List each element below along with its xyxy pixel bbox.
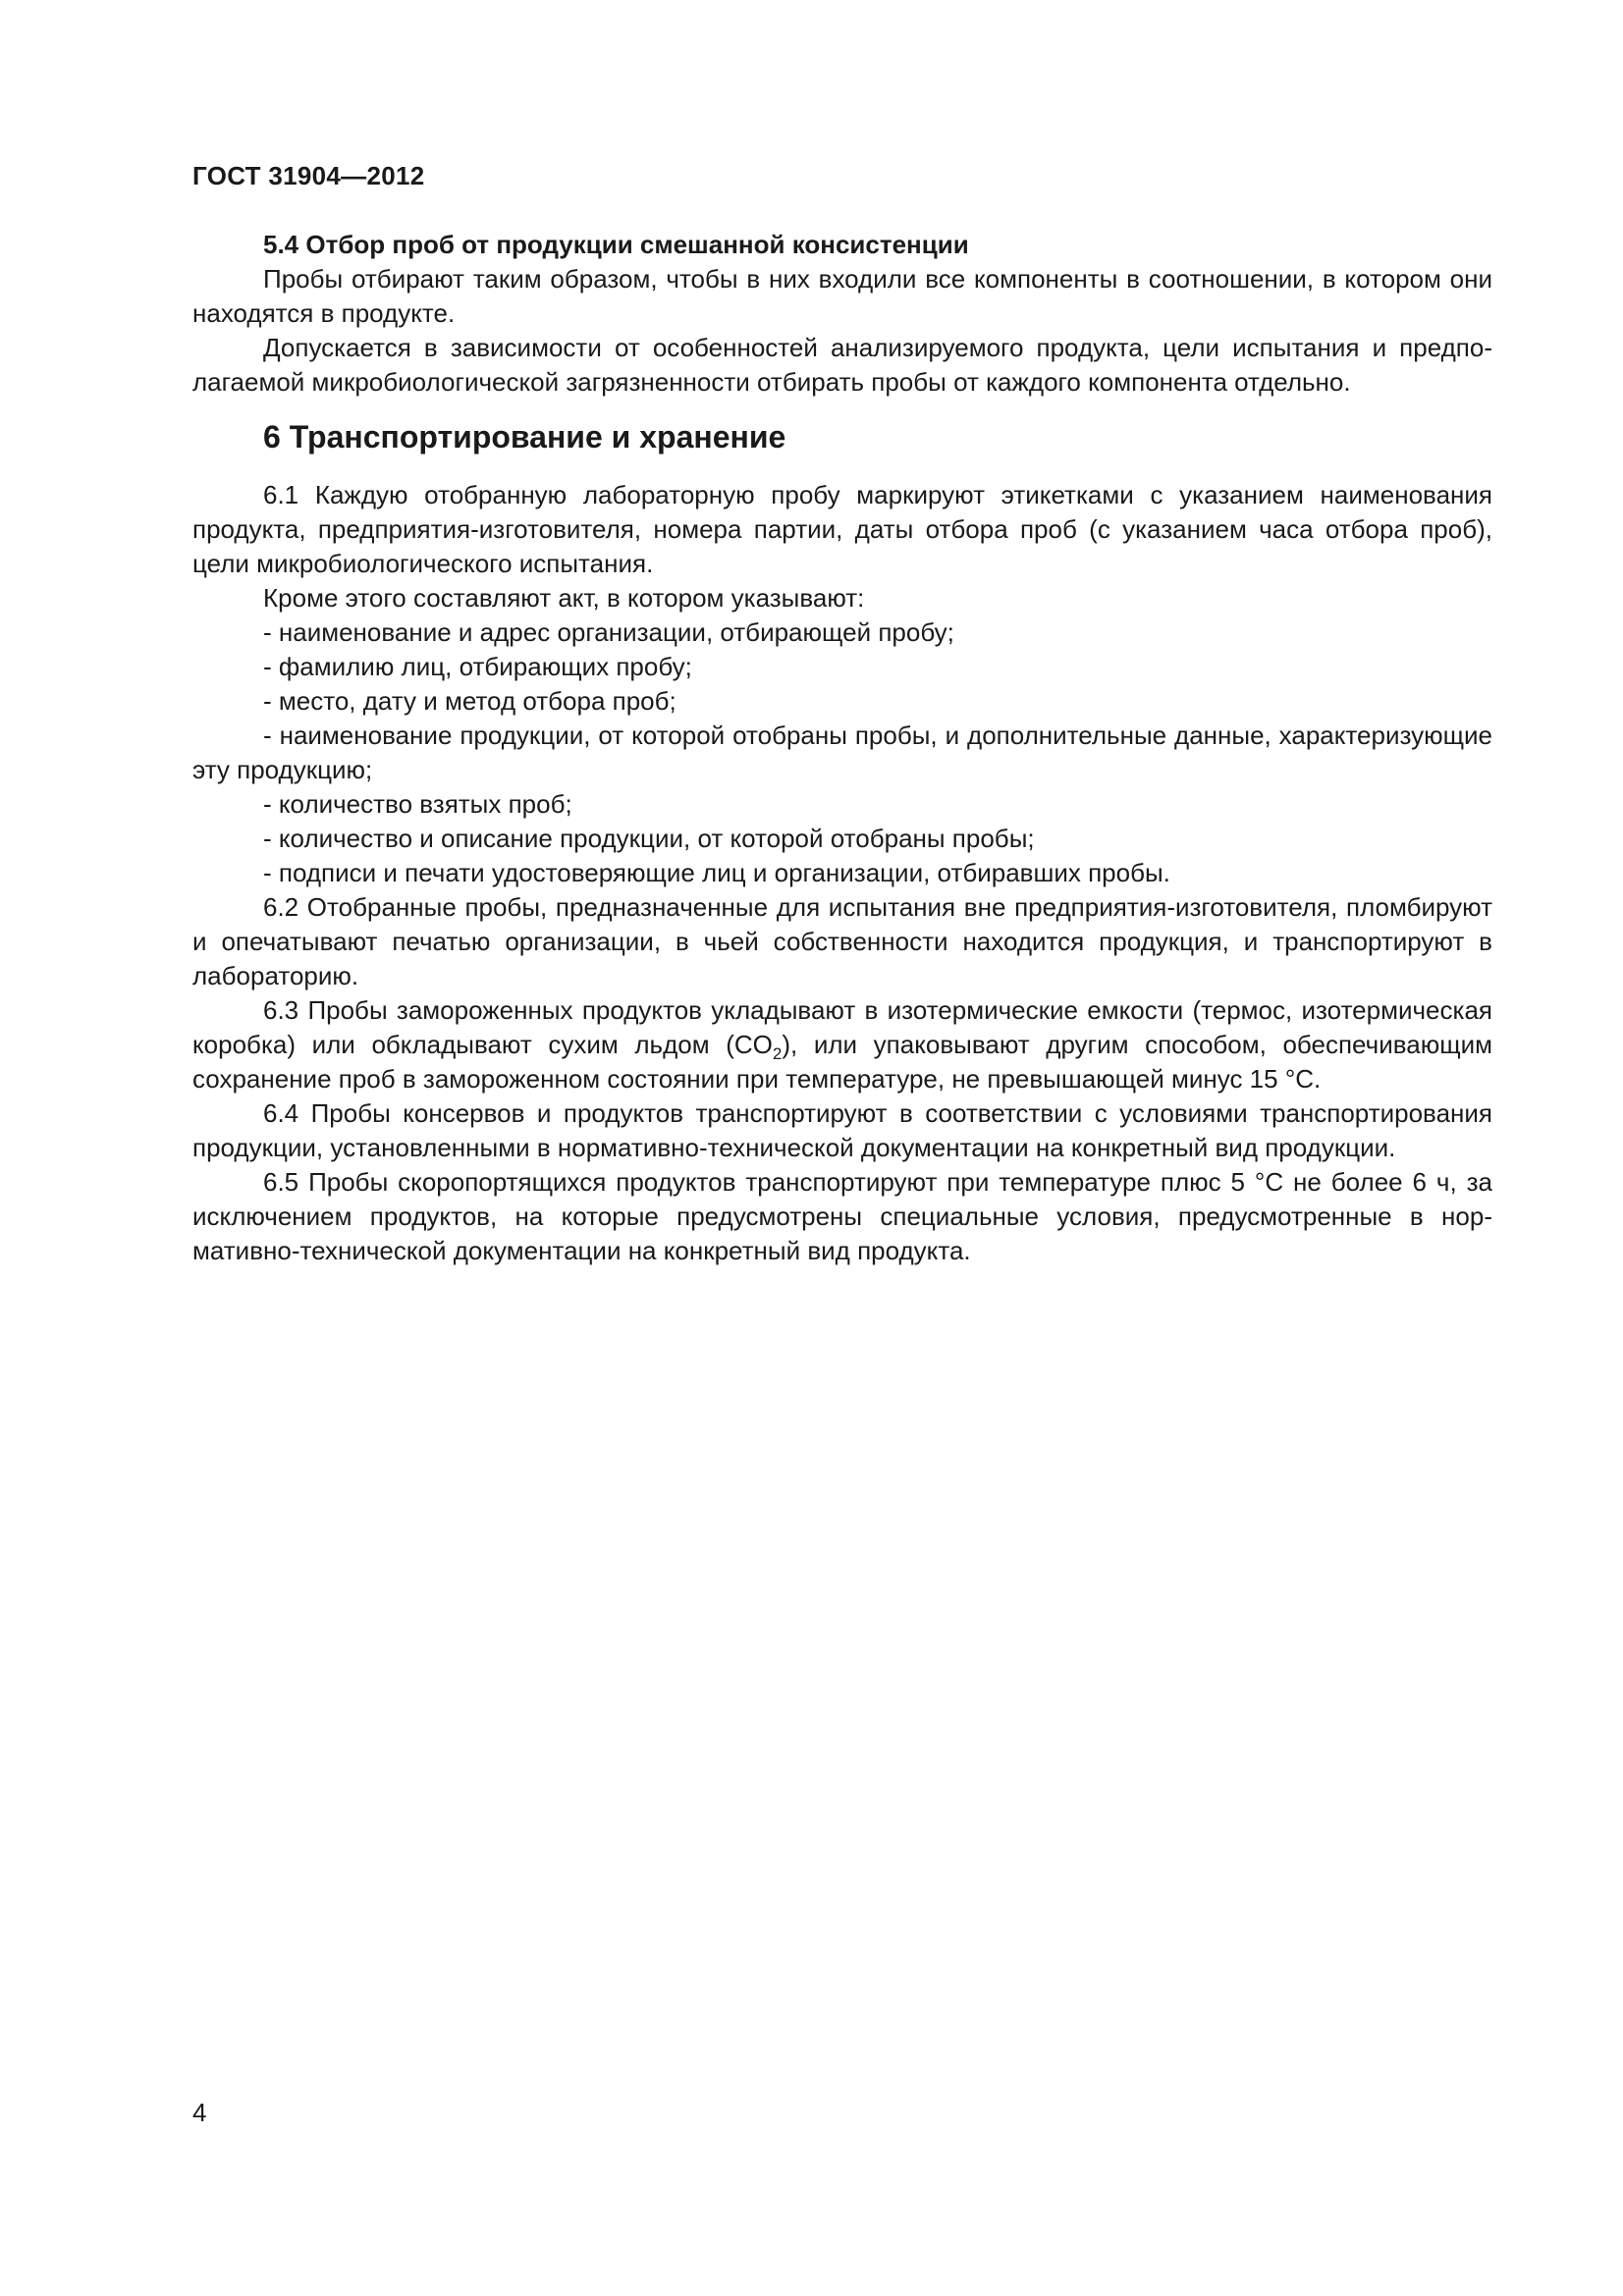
page-number: 4 <box>192 2098 207 2127</box>
list-item: - наименование и адрес организации, отбирающей пробу; <box>263 617 954 647</box>
list-item: - место, дату и метод отбора проб; <box>263 686 676 716</box>
list-item: - фамилию лиц, отбирающих пробу; <box>263 652 692 681</box>
document-code-header: ГОСТ 31904—2012 <box>192 161 425 190</box>
paragraph-6-3-part-a: 6.3 Пробы замороженных продуктов укладывают в изотермические емкости (термос, изотермическая коробка) или обкладывают сухим льдом (CO <box>192 995 1492 1059</box>
paragraph-6-3-part-b: ), или упаковывают другим способом, обеспечивающим сохранение проб в замороженном состоянии при температуре, не превышающей минус 15 °С. <box>192 1030 1492 1094</box>
list-item: - подписи и печати удостоверяющие лиц и организации, отбиравших пробы. <box>263 858 1170 887</box>
paragraph-6-1: 6.1 Каждую отобранную лабораторную пробу маркируют этикетками с указанием наименования продукта, предприятия-изготовителя, номера партии, даты отбора проб (с указанием часа отбора проб), цели микробиологического испытания. <box>192 480 1492 578</box>
paragraph-6-4: 6.4 Пробы консервов и продуктов транспортируют в соответствии с условиями транспортирования продукции, установленными в нормативно-технической документации на конкретный вид продукции. <box>192 1098 1492 1162</box>
paragraph-5-4-2: Допускается в зависимости от особенностей анализируемого продукта, цели испытания и предполагаемой микробиологической загрязненности отбирать пробы от каждого компонента отдельно. <box>192 333 1492 397</box>
co2-subscript: 2 <box>772 1044 783 1064</box>
document-body <box>192 228 1492 1268</box>
paragraph-5-4-1: Пробы отбирают таким образом, чтобы в них входили все компоненты в соотношении, в котором они находятся в продукте. <box>192 264 1492 328</box>
paragraph-6-5: 6.5 Пробы скоропортящихся продуктов транспортируют при температуре плюс 5 °С не более 6 ч, за исключением продуктов, на которые предусмотрены специальные условия, предусмотренные в нормативно-технической документации на конкретный вид продукта. <box>192 1167 1492 1265</box>
act-intro: Кроме этого составляют акт, в котором указывают: <box>263 583 865 613</box>
paragraph-6-3 <box>192 993 1492 1096</box>
list-item: - количество взятых проб; <box>263 789 572 819</box>
list-item: - количество и описание продукции, от которой отобраны пробы; <box>263 824 1035 853</box>
subsection-5-4-heading: 5.4 Отбор проб от продукции смешанной консистенции <box>263 230 969 259</box>
list-item: - наименование продукции, от которой отобраны пробы, и дополнительные данные, характеризующие эту продукцию; <box>192 721 1492 784</box>
paragraph-6-2: 6.2 Отобранные пробы, предназначенные для испытания вне предприятия-изготовителя, пломбируют и опечатывают печатью организации, в чьей собственности находится продукция, и транспортируют в лабораторию. <box>192 892 1492 990</box>
section-6-heading: 6 Транспортирование и хранение <box>263 419 786 454</box>
